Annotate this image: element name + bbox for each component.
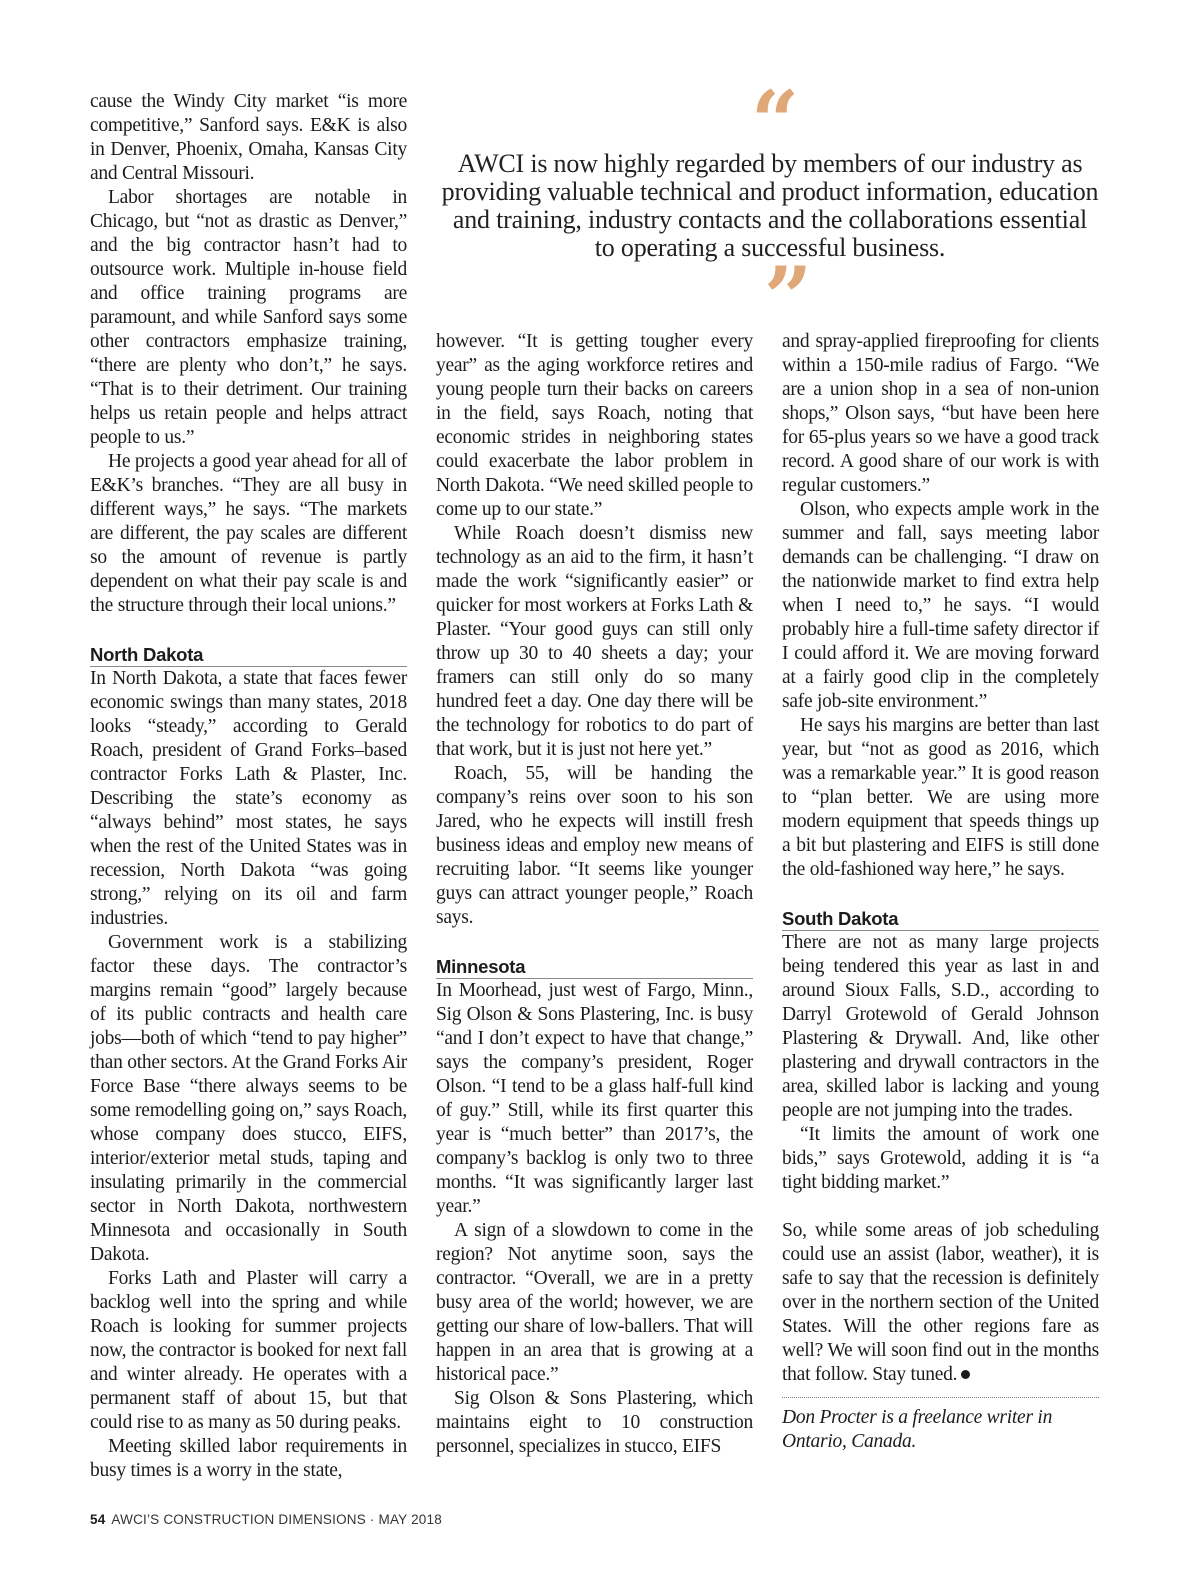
publication-info: AWCI’S CONSTRUCTION DIMENSIONS · MAY 2018 (111, 1512, 442, 1527)
body-paragraph: He projects a good year ahead for all of E&K’s branches. “They are all busy in different ways,” he says. “The markets are different, the pay scales are different so the amount of revenue is partly dependent on what their pay scale is and the structure through their local unions.” (90, 451, 407, 616)
open-quote-mark: “ (750, 72, 800, 171)
section-heading-minnesota: Minnesota (436, 954, 753, 979)
article-column-3 (782, 330, 1099, 1454)
body-paragraph: Meeting skilled labor requirements in busy times is a worry in the state, (90, 1436, 407, 1481)
body-paragraph: however. “It is getting tougher every year” as the aging workforce retires and young people turn their backs on careers in the field, says Roach, noting that economic strides in neighboring states could exacerbate the labor problem in North Dakota. “We need skilled people to come up to our state.” (436, 331, 753, 520)
author-byline: Don Procter is a freelance writer in Ontario, Canada. (782, 1407, 1053, 1452)
body-paragraph: “It limits the amount of work one bids,” says Grotewold, adding it is “a tight bidding market.” (782, 1124, 1099, 1193)
body-paragraph: While Roach doesn’t dismiss new technology as an aid to the firm, it hasn’t made the work “significantly easier” or quicker for most workers at Forks Lath & Plaster. “Your good guys can still only throw up 30 to 40 sheets a day; your framers can still only do so many hundred feet a day. One day there will be the technology for robotics to do part of that work, but it is just not here yet.” (436, 523, 753, 760)
body-paragraph: Roach, 55, will be handing the company’s reins over soon to his son Jared, who he expects will instill fresh business ideas and employ new means of recruiting labor. “It seems like younger guys can attract younger people,” Roach says. (436, 763, 753, 928)
article-column-1 (90, 90, 407, 1483)
body-paragraph: In Moorhead, just west of Fargo, Minn., Sig Olson & Sons Plastering, Inc. is busy “and I don’t expect to have that change,” says the company’s president, Roger Olson. “I tend to be a glass half-full kind of guy.” Still, while its first quarter this year is “much better” than 2017’s, the company’s backlog is only two to three months. “It was significantly larger last year.” (436, 980, 753, 1217)
end-of-article-bullet-icon (961, 1370, 970, 1379)
body-paragraph: He says his margins are better than last year, but “not as good as 2016, which was a remarkable year.” It is good reason to “plan better. We are using more modern equipment that speeds things up a bit but plastering and EIFS is still done the old-fashioned way here,” he says. (782, 715, 1099, 880)
article-column-2 (436, 330, 753, 1459)
closing-paragraph-text: So, while some areas of job scheduling could use an assist (labor, weather), it is safe to say that the recession is definitely over in the northern section of the United States. Will the other regions fare as well? We will soon find out in the months that follow. Stay tuned. (782, 1220, 1099, 1385)
page-footer (90, 1512, 442, 1527)
body-paragraph: Olson, who expects ample work in the summer and fall, says meeting labor demands can be challenging. “I draw on the nationwide market to find extra help when I need to,” he says. “I would probably hire a full-time safety director if I could afford it. We are moving forward at a fairly good clip in the completely safe job-site environment.” (782, 499, 1099, 712)
body-paragraph: Labor shortages are notable in Chicago, but “not as drastic as Denver,” and the big contractor hasn’t had to outsource work. Multiple in-house field and office training programs are paramount, and while Sanford says some other contractors emphasize training, “there are plenty who don’t,” he says. “That is to their detriment. Our training helps us retain people and helps attract people to us.” (90, 187, 407, 448)
pull-quote-text: AWCI is now highly regarded by members of our industry as providing valuable technical and product information, education and training, industry contacts and the collaborations essential to operating a successful business. (441, 149, 1099, 262)
page-number: 54 (90, 1512, 106, 1527)
body-paragraph: and spray-applied fireproofing for clients within a 150-mile radius of Fargo. “We are a union shop in a sea of non-union shops,” Olson says, “but have been here for 65-plus years so we have a good track record. A good share of our work is with regular customers.” (782, 331, 1099, 496)
pull-quote (440, 72, 1100, 347)
body-paragraph: Sig Olson & Sons Plastering, which maintains eight to 10 construction personnel, specializes in stucco, EIFS (436, 1388, 753, 1457)
body-paragraph: In North Dakota, a state that faces fewer economic swings than many states, 2018 looks “steady,” according to Gerald Roach, president of Grand Forks–based contractor Forks Lath & Plaster, Inc. Describing the state’s economy as “always behind” most states, he says when the rest of the United States was in recession, North Dakota “was going strong,” relying on its oil and farm industries. (90, 668, 407, 929)
body-paragraph: cause the Windy City market “is more competitive,” Sanford says. E&K is also in Denver, Phoenix, Omaha, Kansas City and Central Missouri. (90, 91, 407, 184)
close-quote-mark: ” (763, 248, 813, 347)
body-paragraph: Government work is a stabilizing factor these days. The contractor’s margins remain “good” largely because of its public contracts and health care jobs—both of which “tend to pay higher” than other sectors. At the Grand Forks Air Force Base “there always seems to be some remodelling going on,” says Roach, whose company does stucco, EIFS, interior/exterior metal studs, taping and insulating primarily in the commercial sector in North Dakota, northwestern Minnesota and occasionally in South Dakota. (90, 932, 407, 1265)
body-paragraph: A sign of a slowdown to come in the region? Not anytime soon, says the contractor. “Overall, we are in a pretty busy area of the world; however, we are getting our share of low-ballers. That will happen in an area that is growing at a historical pace.” (436, 1220, 753, 1385)
section-heading-south-dakota: South Dakota (782, 906, 1099, 931)
body-paragraph: Forks Lath and Plaster will carry a backlog well into the spring and while Roach is looking for summer projects now, the contractor is booked for next fall and winter already. He operates with a permanent staff of about 15, but that could rise to as many as 50 during peaks. (90, 1268, 407, 1433)
body-paragraph: There are not as many large projects being tendered this year as last in and around Sioux Falls, S.D., according to Darryl Grotewold of Gerald Johnson Plastering & Drywall. And, like other plastering and drywall contractors in the area, skilled labor is lacking and young people are not jumping into the trades. (782, 932, 1099, 1121)
byline-divider (782, 1397, 1099, 1454)
section-heading-north-dakota: North Dakota (90, 642, 407, 667)
closing-paragraph (782, 1219, 1099, 1387)
